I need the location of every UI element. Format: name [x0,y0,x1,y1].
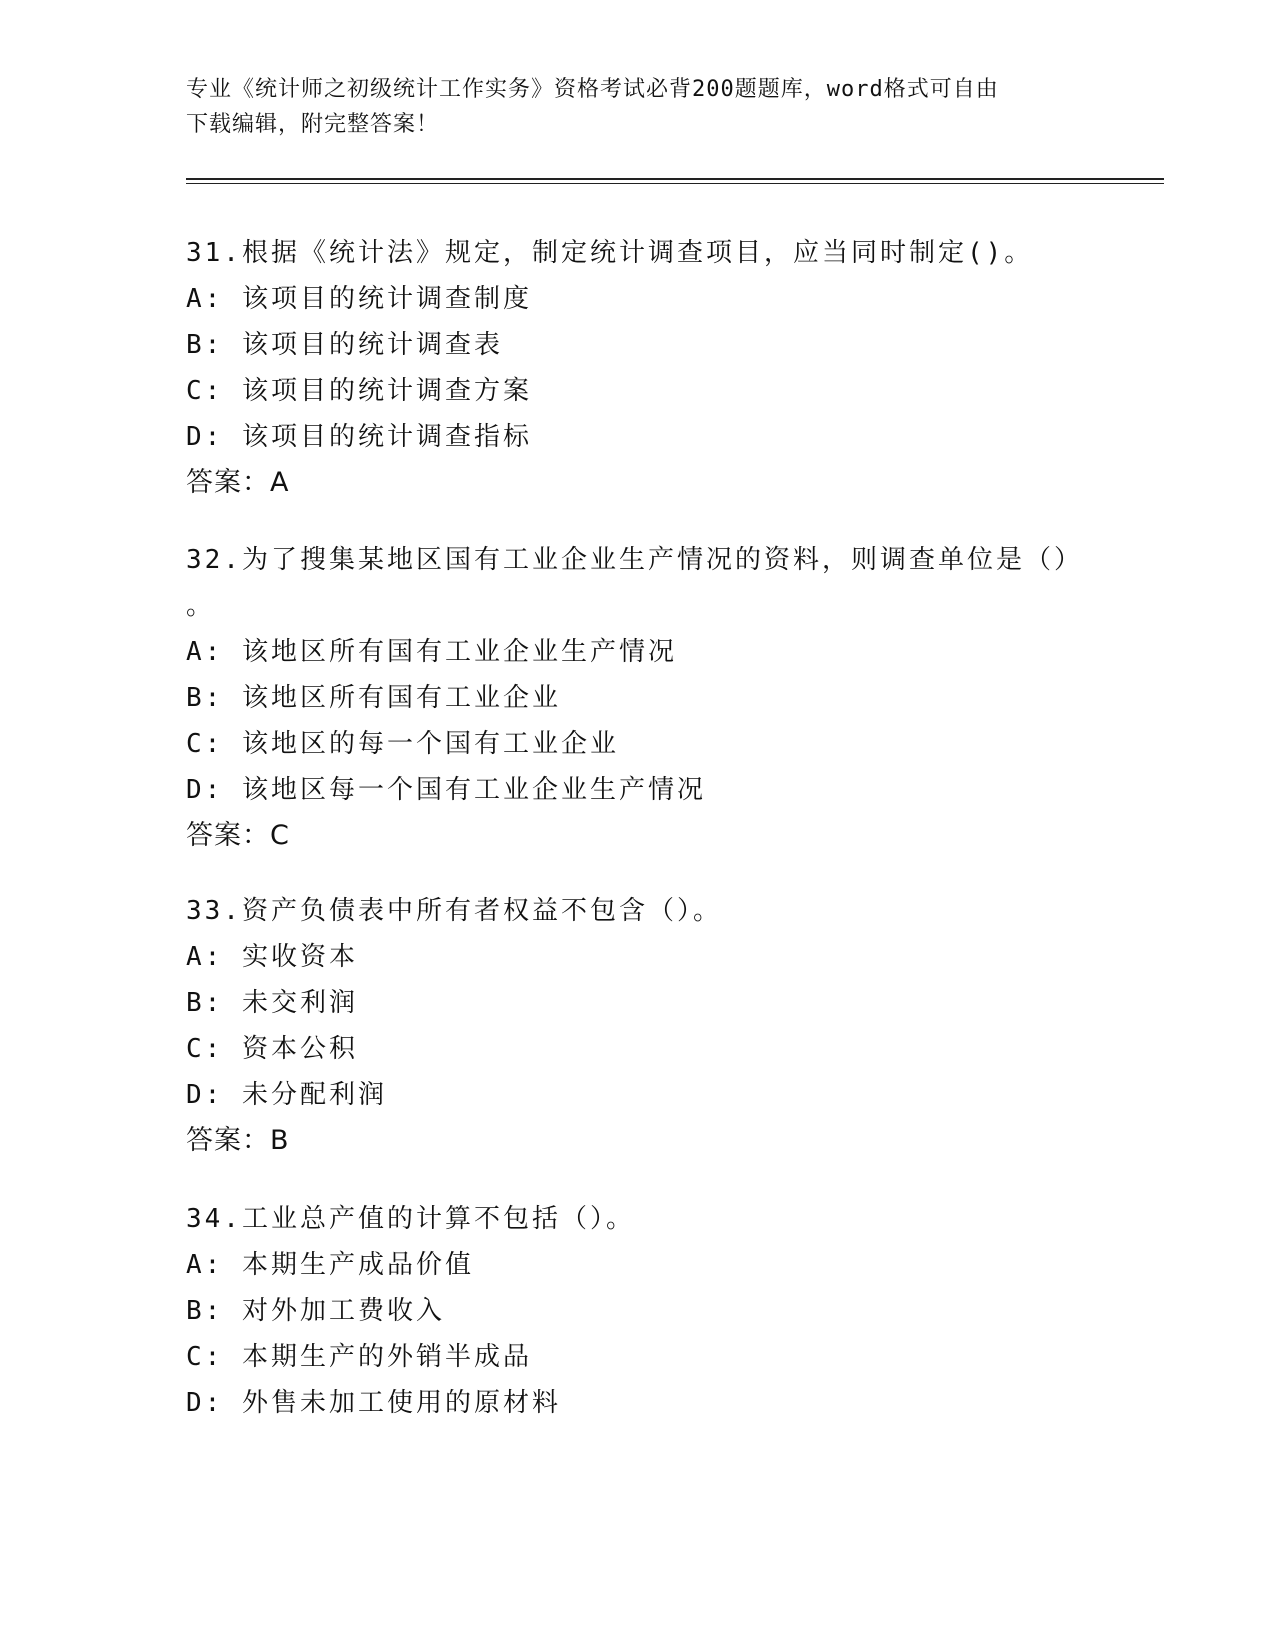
option-c: C: 本期生产的外销半成品 [186,1342,532,1372]
option-a: A: 实收资本 [186,942,358,972]
answer-label: 答案：A [186,467,290,498]
answer-label: 答案：B [186,1125,290,1156]
document-header [186,72,1066,142]
question-stem: 32.为了搜集某地区国有工业企业生产情况的资料，则调查单位是（） [186,545,1083,575]
question-stem-continuation: 。 [186,591,216,621]
option-d: D: 外售未加工使用的原材料 [186,1388,561,1418]
option-b: B: 该地区所有国有工业企业 [186,683,561,713]
option-b: B: 未交利润 [186,988,358,1018]
question-33 [186,888,1066,1164]
option-a: A: 该地区所有国有工业企业生产情况 [186,637,677,667]
option-b: B: 该项目的统计调查表 [186,330,503,360]
header-rule-thick [186,178,1164,180]
header-line-1: 专业《统计师之初级统计工作实务》资格考试必背200题题库，word格式可自由 [186,77,999,102]
option-d: D: 该地区每一个国有工业企业生产情况 [186,775,706,805]
header-line-2: 下载编辑，附完整答案！ [186,112,440,137]
option-d: D: 未分配利润 [186,1080,387,1110]
header-rule-thin [186,183,1164,184]
option-c: C: 资本公积 [186,1034,358,1064]
answer-label: 答案：C [186,820,290,851]
question-stem: 31.根据《统计法》规定，制定统计调查项目，应当同时制定()。 [186,238,1034,268]
option-b: B: 对外加工费收入 [186,1296,445,1326]
question-32 [186,537,1083,859]
option-a: A: 该项目的统计调查制度 [186,284,532,314]
question-31 [186,230,1066,506]
question-stem: 33.资产负债表中所有者权益不包含（）。 [186,896,722,926]
question-stem: 34.工业总产值的计算不包括（）。 [186,1204,635,1234]
option-a: A: 本期生产成品价值 [186,1250,474,1280]
option-c: C: 该地区的每一个国有工业企业 [186,729,619,759]
option-c: C: 该项目的统计调查方案 [186,376,532,406]
question-34 [186,1196,1066,1426]
option-d: D: 该项目的统计调查指标 [186,422,532,452]
